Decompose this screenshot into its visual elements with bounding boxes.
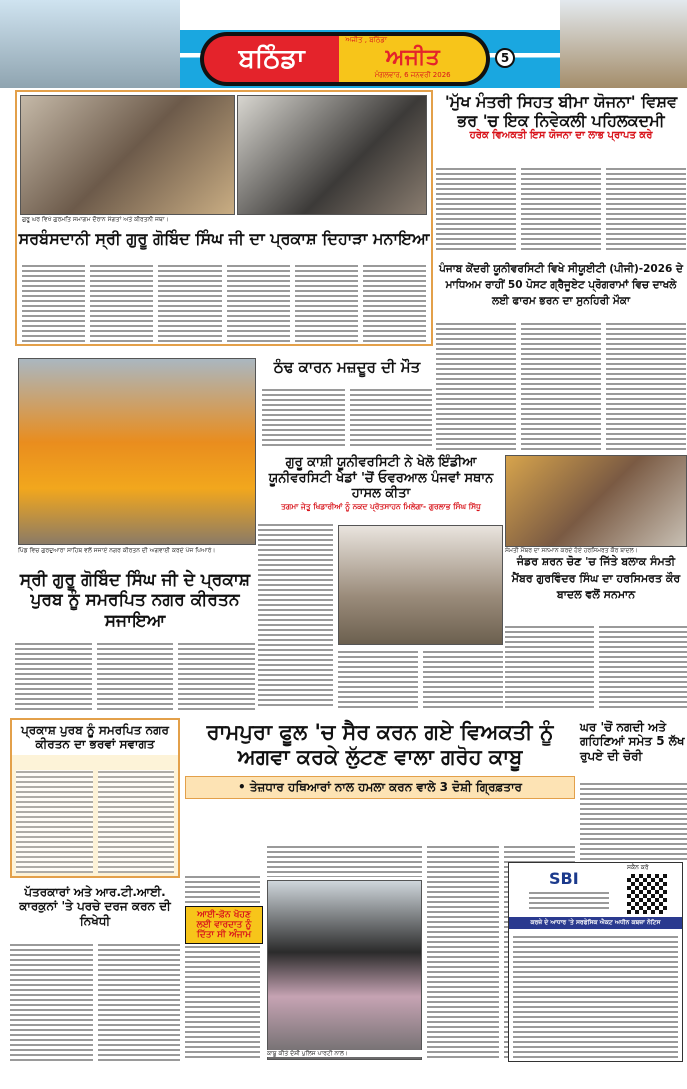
story-bima-yojana <box>436 92 686 252</box>
photo-caption: ਸੰਮਤੀ ਮੈਂਬਰ ਦਾ ਸਨਮਾਨ ਕਰਦੇ ਹੋਏ ਹਰਸਿਮਰਤ ਕੌਰ ਬਾਦਲ। <box>505 547 638 554</box>
photo-award <box>338 525 503 645</box>
photo-caption: ਗੁਰੂ ਘਰ ਵਿਖੇ ਗੁਰਮਤਿ ਸਮਾਗਮ ਦੌਰਾਨ ਸੰਗਤਾਂ ਅਤੇ ਕੀਰਤਨੀ ਜਥਾ। <box>22 216 169 223</box>
headline: ਪ੍ਰਕਾਸ਼ ਪੁਰਬ ਨੂੰ ਸਮਰਪਿਤ ਨਗਰ ਕੀਰਤਨ ਦਾ ਭਰਵਾਂ ਸਵਾਗਤ <box>12 720 178 755</box>
photo-nagar-kirtan <box>18 358 256 545</box>
photo-sangat <box>20 95 235 215</box>
story-thand <box>262 358 432 450</box>
headline: ਜੰਡਰ ਸ਼ਰਨ ਚੋਣ 'ਚ ਜਿੱਤੇ ਬਲਾਕ ਸੰਮਤੀ ਮੈਂਬਰ ਗੁਰਵਿੰਦਰ ਸਿੰਘ ਦਾ ਹਰਸਿਮਰਤ ਕੌਰ ਬਾਦਲ ਵਲੋਂ ਸਨਮਾਨ <box>511 555 681 602</box>
sbi-ad <box>508 862 683 1062</box>
story-sanman <box>505 455 687 710</box>
subheadline: • ਤੇਜ਼ਧਾਰ ਹਥਿਆਰਾਂ ਨਾਲ ਹਮਲਾ ਕਰਨ ਵਾਲੇ 3 ਦੋਸ਼ੀ ਗ੍ਰਿਫ਼ਤਾਰ <box>185 776 575 798</box>
photo-caption: ਪਿੰਡ ਵਿਚ ਗੁਰਦੁਆਰਾ ਸਾਹਿਬ ਵਲੋਂ ਸਜਾਏ ਨਗਰ ਕੀਰਤਨ ਦੀ ਅਗਵਾਈ ਕਰਦੇ ਪੰਜ ਪਿਆਰੇ। <box>18 547 216 554</box>
edition-line: ਅਜੀਤ , ਬਠਿੰਡਾ <box>345 36 387 44</box>
headline: ਗੁਰੂ ਕਾਸ਼ੀ ਯੂਨੀਵਰਸਿਟੀ ਨੇ ਖੇਲੋ ਇੰਡੀਆ ਯੂਨੀਵਰਸਿਟੀ ਖੇਡਾਂ 'ਚੋਂ ਓਵਰਆਲ ਪੰਜਵਾਂ ਸਥਾਨ ਹਾਸਲ ਕੀਤਾ <box>268 455 494 502</box>
headline: ਘਰ 'ਚੋਂ ਨਗਦੀ ਅਤੇ ਗਹਿਣਿਆਂ ਸਮੇਤ 5 ਲੱਖ ਰੁਪਏ ਦੀ ਚੋਰੀ <box>580 720 685 763</box>
story-guru-kashi <box>258 455 504 710</box>
headline: ਰਾਮਪੁਰਾ ਫੂਲ 'ਚ ਸੈਰ ਕਰਨ ਗਏ ਵਿਅਕਤੀ ਨੂੰ ਅਗਵਾ ਕਰਕੇ ਲੁੱਟਣ ਵਾਲਾ ਗਰੋਹ ਕਾਬੂ <box>206 720 554 770</box>
headline: 'ਮੁੱਖ ਮੰਤਰੀ ਸਿਹਤ ਬੀਮਾ ਯੋਜਨਾ' ਵਿਸ਼ਵ ਭਰ 'ਚ ਇਕ ਨਿਵੇਕਲੀ ਪਹਿਲਕਦਮੀ <box>444 92 678 131</box>
date: ਮੰਗਲਵਾਰ, 6 ਜਨਵਰੀ 2026 <box>374 71 451 79</box>
ad-banner: ਕਰਜ਼ੇ ਦੇ ਆਧਾਰ 'ਤੇ ਸਰਫੇਸਿਕ ਐਕਟ ਅਧੀਨ ਕਬਜ਼ਾ ਨੋਟਿਸ <box>509 917 682 929</box>
logo-city: ਬਠਿੰਡਾ <box>204 36 339 82</box>
logo <box>200 32 490 86</box>
story-chori <box>580 720 687 860</box>
fort-image <box>560 0 687 88</box>
story-swagat <box>10 718 180 878</box>
callout: ਆਈ-ਫ਼ੋਨ ਖੋਹਣ ਲਈ ਵਾਰਦਾਤ ਨੂੰ ਦਿੱਤਾ ਸੀ ਅੰਜਾਮ <box>185 906 263 944</box>
photo-caption: ਕਾਬੂ ਕੀਤੇ ਦੋਸ਼ੀ ਪੁਲਿਸ ਪਾਰਟੀ ਨਾਲ। <box>267 1050 422 1057</box>
photo-sanman <box>505 455 687 547</box>
headline: ਸਰਬੰਸਦਾਨੀ ਸ੍ਰੀ ਗੁਰੂ ਗੋਬਿੰਦ ਸਿੰਘ ਜੀ ਦਾ ਪ੍ਰਕਾਸ਼ ਦਿਹਾੜਾ ਮਨਾਇਆ <box>18 229 430 248</box>
photo-kirtan <box>237 95 427 215</box>
story-prakash-dihara <box>15 90 433 346</box>
headline: ਪੰਜਾਬ ਕੇਂਦਰੀ ਯੂਨੀਵਰਸਿਟੀ ਵਿਖੇ ਸੀਯੂਈਟੀ (ਪੀਜੀ)-2026 ਦੇ ਮਾਧਿਅਮ ਰਾਹੀਂ 50 ਪੋਸਟ ਗ੍ਰੈਜੂਏਟ ਪ੍ਰੋਗਰਾਮਾਂ ਵਿਚ ਦਾਖਲੇ ਲਈ ਫਾਰਮ ਭਰਨ ਦਾ ਸੁਨਹਿਰੀ ਮੌਕਾ <box>439 263 683 307</box>
sbi-logo: SBI <box>549 869 579 888</box>
power-plant-image <box>0 0 180 88</box>
story-nikhedi <box>10 885 180 1065</box>
subheadline: ਤਗਮਾ ਜੇਤੂ ਖਿਡਾਰੀਆਂ ਨੂੰ ਨਕਦ ਪ੍ਰੋਤਸਾਹਨ ਮਿਲੇਗਾ- ਗੁਰਲਾਭ ਸਿੰਘ ਸਿੱਧੂ <box>281 501 481 511</box>
page-number: 5 <box>495 48 515 68</box>
headline: ਪੱਤਰਕਾਰਾਂ ਅਤੇ ਆਰ.ਟੀ.ਆਈ. ਕਾਰਕੁਨਾਂ 'ਤੇ ਪਰਚੇ ਦਰਜ ਕਰਨ ਦੀ ਨਿਖੇਧੀ <box>19 885 171 928</box>
headline: ਠੰਢ ਕਾਰਨ ਮਜ਼ਦੂਰ ਦੀ ਮੌਤ <box>273 358 421 376</box>
headline: ਸ੍ਰੀ ਗੁਰੂ ਗੋਬਿੰਦ ਸਿੰਘ ਜੀ ਦੇ ਪ੍ਰਕਾਸ਼ ਪੁਰਬ ਨੂੰ ਸਮਰਪਿਤ ਨਗਰ ਕੀਰਤਨ ਸਜਾਇਆ <box>19 570 251 631</box>
logo-paper: ਅਜੀਤ <box>385 45 440 70</box>
story-nagar-kirtan <box>15 570 255 710</box>
photo-accused <box>267 880 422 1060</box>
masthead <box>0 30 687 88</box>
qr-code-icon <box>627 874 667 914</box>
story-university <box>436 262 686 452</box>
qr-label: ਸਕੈਨ ਕਰੋ <box>627 864 649 871</box>
subheadline: ਹਰੇਕ ਵਿਅਕਤੀ ਇਸ ਯੋਜਨਾ ਦਾ ਲਾਭ ਪ੍ਰਾਪਤ ਕਰੇ <box>469 130 653 142</box>
